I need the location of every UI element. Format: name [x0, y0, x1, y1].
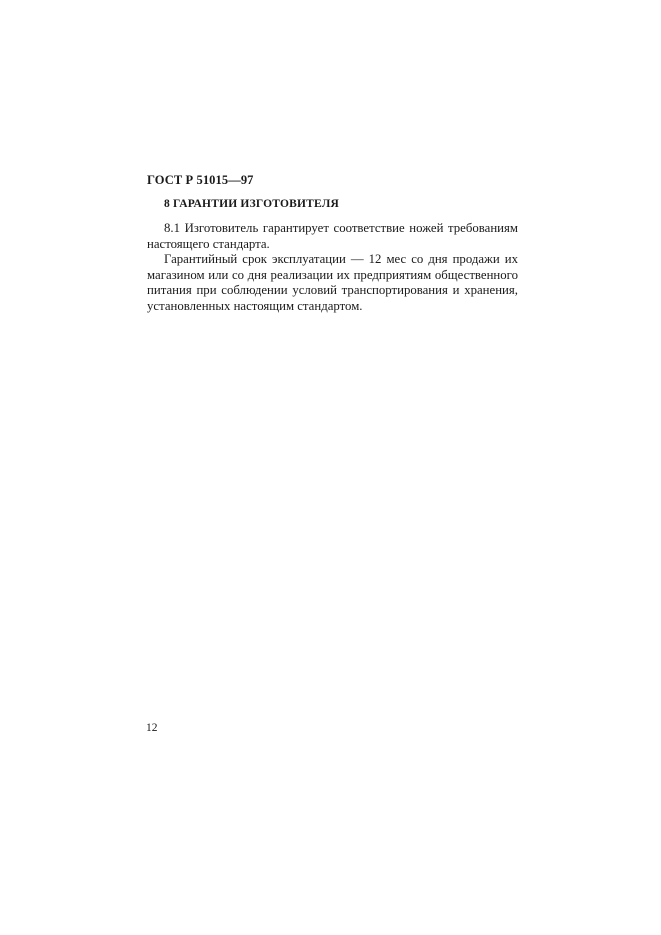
section-body	[147, 221, 518, 315]
section-heading: 8 ГАРАНТИИ ИЗГОТОВИТЕЛЯ	[164, 198, 339, 210]
page-number: 12	[146, 722, 158, 734]
paragraph-8-1: 8.1 Изготовитель гарантирует соответствие ножей требованиям настоящего стандарта.	[147, 221, 518, 251]
document-code: ГОСТ Р 51015—97	[147, 173, 254, 187]
paragraph-warranty-period: Гарантийный срок эксплуатации — 12 мес со дня продажи их магазином или со дня реализации их предприятиям общественного питания при соблюдении условий транспортирования и хранения, установленных настоящим стандартом.	[147, 252, 518, 313]
